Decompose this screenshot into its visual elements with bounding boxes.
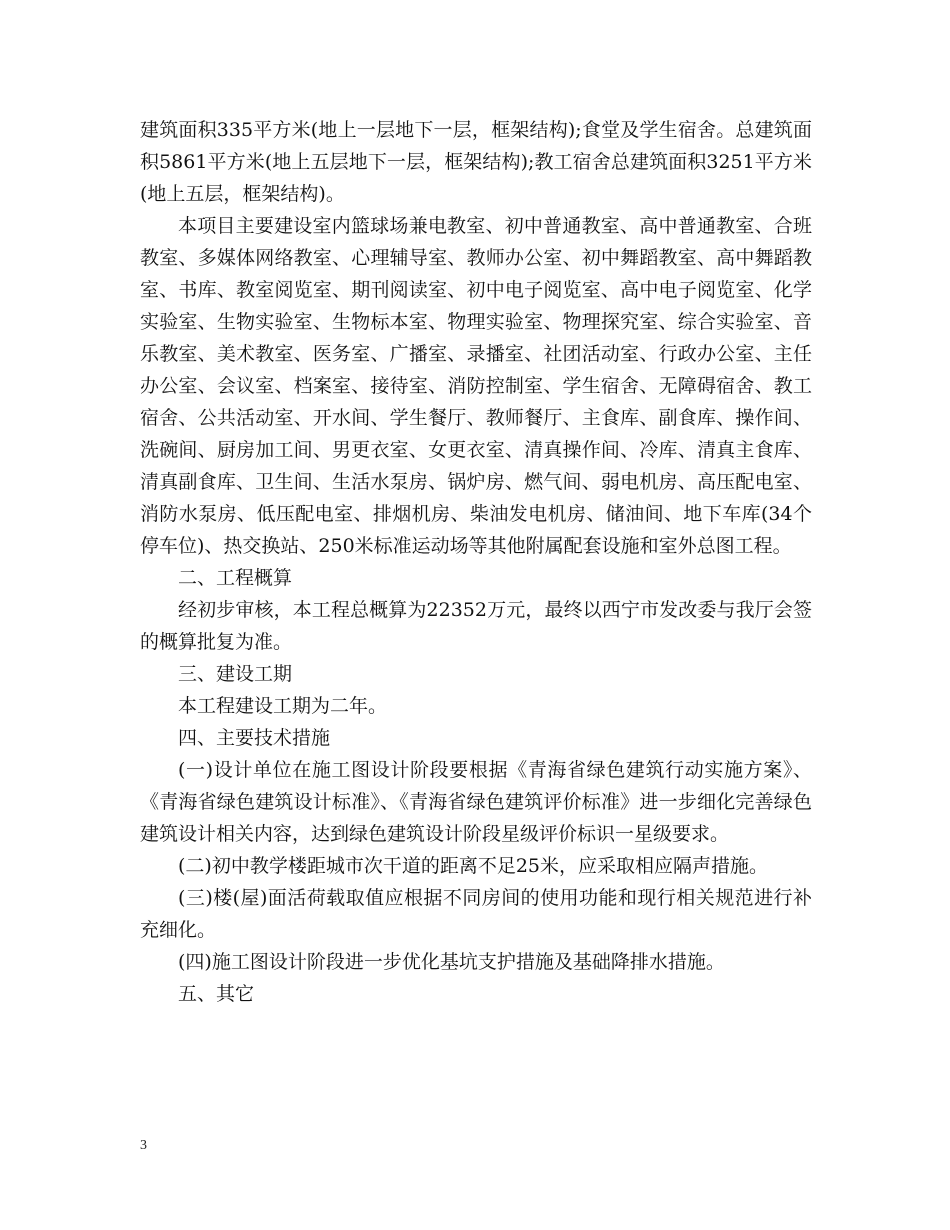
paragraph-schedule: 本工程建设工期为二年。 [178, 695, 388, 717]
paragraph-measure-4: (四)施工图设计阶段进一步优化基坑支护措施及基础降排水措施。 [178, 951, 725, 973]
section-heading-budget: 二、工程概算 [178, 567, 293, 589]
paragraph-measure-1: (一)设计单位在施工图设计阶段要根据《青海省绿色建筑行动实施方案》、《青海省绿色建筑设计标准》、《青海省绿色建筑评价标准》进一步细化完善绿色建筑设计相关内容，达到绿色建筑设计阶段星级评价标识一星级要求。 [140, 759, 812, 845]
paragraph-building-area: 建筑面积335平方米(地上一层地下一层，框架结构);食堂及学生宿舍。总建筑面积5861平方米(地上五层地下一层，框架结构);教工宿舍总建筑面积3251平方米(地上五层，框架结构)。 [140, 119, 812, 205]
paragraph-measure-3: (三)楼(屋)面活荷载取值应根据不同房间的使用功能和现行相关规范进行补充细化。 [140, 887, 812, 941]
page-number: 3 [140, 1138, 147, 1153]
section-heading-technical-measures: 四、主要技术措施 [178, 727, 331, 749]
paragraph-budget: 经初步审核，本工程总概算为22352万元，最终以西宁市发改委与我厅会签的概算批复为准。 [140, 599, 812, 653]
document-body [140, 114, 812, 1010]
section-heading-other: 五、其它 [178, 983, 255, 1005]
paragraph-construction-scope: 本项目主要建设室内篮球场兼电教室、初中普通教室、高中普通教室、合班教室、多媒体网络教室、心理辅导室、教师办公室、初中舞蹈教室、高中舞蹈教室、书库、教室阅览室、期刊阅读室、初中电子阅览室、高中电子阅览室、化学实验室、生物实验室、生物标本室、物理实验室、物理探究室、综合实验室、音乐教室、美术教室、医务室、广播室、录播室、社团活动室、行政办公室、主任办公室、会议室、档案室、接待室、消防控制室、学生宿舍、无障碍宿舍、教工宿舍、公共活动室、开水间、学生餐厅、教师餐厅、主食库、副食库、操作间、洗碗间、厨房加工间、男更衣室、女更衣室、清真操作间、冷库、清真主食库、清真副食库、卫生间、生活水泵房、锅炉房、燃气间、弱电机房、高压配电室、消防水泵房、低压配电室、排烟机房、柴油发电机房、储油间、地下车库(34个停车位)、热交换站、250米标准运动场等其他附属配套设施和室外总图工程。 [140, 215, 812, 557]
section-heading-schedule: 三、建设工期 [178, 663, 293, 685]
paragraph-measure-2: (二)初中教学楼距城市次干道的距离不足25米，应采取相应隔声措施。 [178, 855, 769, 877]
